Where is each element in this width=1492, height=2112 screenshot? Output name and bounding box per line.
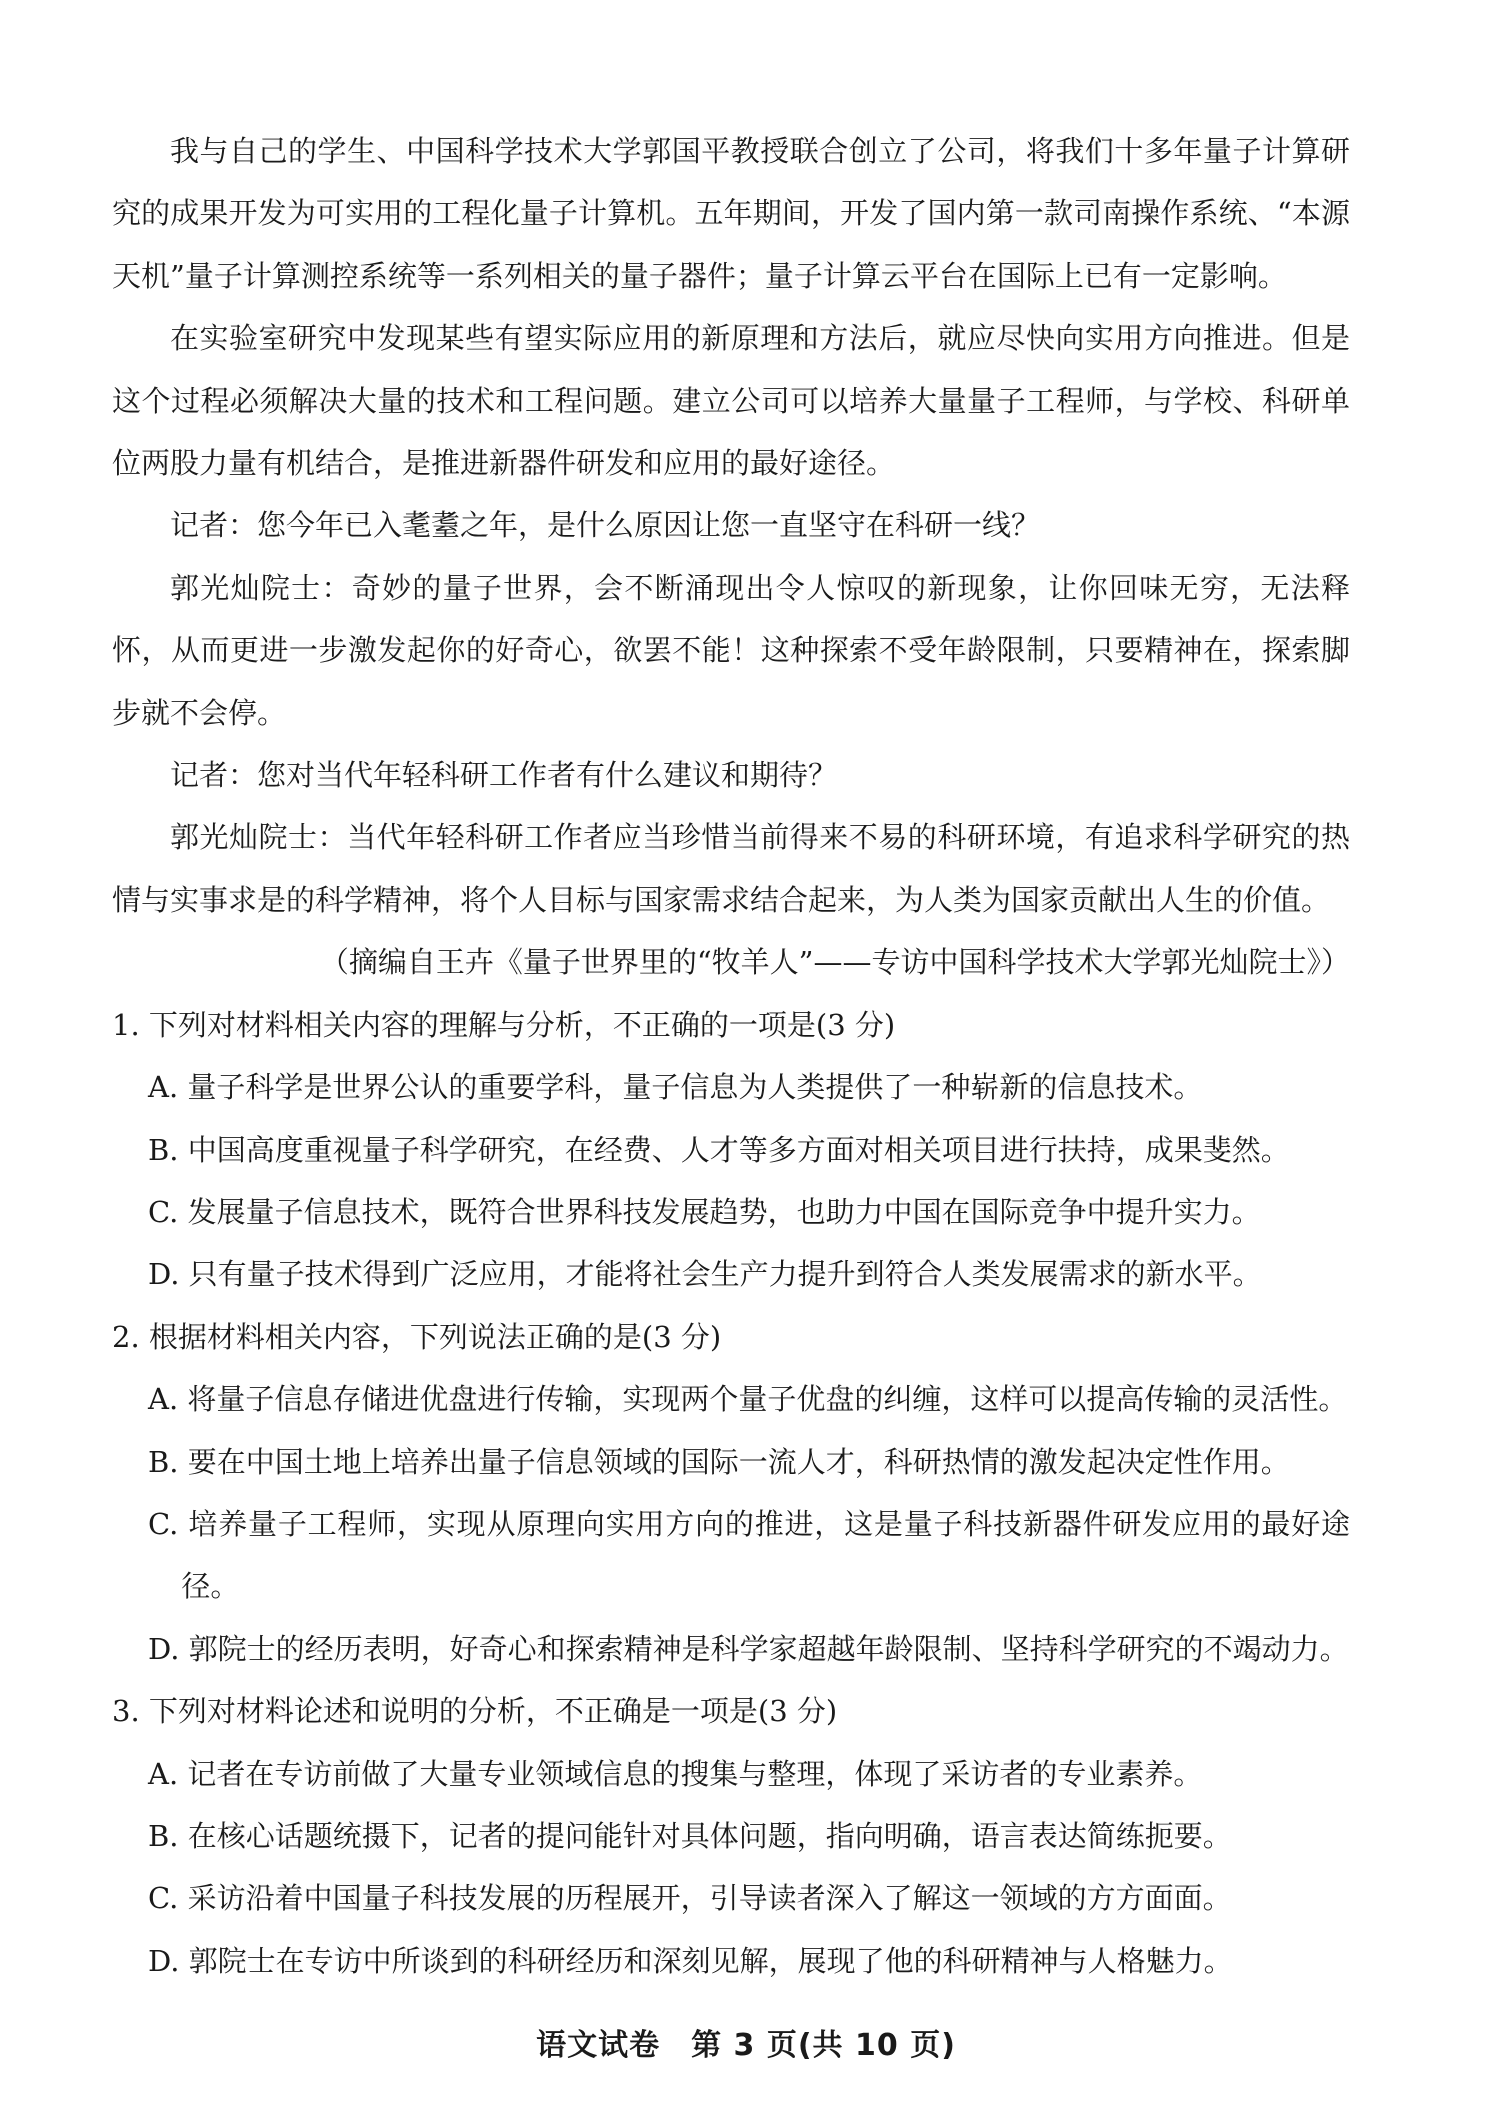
paragraph-answer-1: 郭光灿院士：奇妙的量子世界，会不断涌现出令人惊叹的新现象，让你回味无穷，无法释怀，从而更进一步激发起你的好奇心，欲罢不能！这种探索不受年龄限制，只要精神在，探索脚步就不会停。 <box>112 570 1350 730</box>
question-2-stem: 2. 根据材料相关内容，下列说法正确的是(3 分) <box>112 1319 722 1354</box>
paragraph-reporter-question-2: 记者：您对当代年轻科研工作者有什么建议和期待？ <box>170 758 838 793</box>
option-d: D. 郭院士在专访中所谈到的科研经历和深刻见解，展现了他的科研精神与人格魅力。 <box>148 1943 1233 1978</box>
option-c: C. 采访沿着中国量子科技发展的历程展开，引导读者深入了解这一领域的方方面面。 <box>148 1881 1232 1916</box>
option-a: A. 将量子信息存储进优盘进行传输，实现两个量子优盘的纠缠，这样可以提高传输的灵活性。 <box>148 1382 1348 1417</box>
page-footer: 语文试卷 第 3 页(共 10 页) <box>536 2028 956 2063</box>
exam-page <box>112 120 1350 1992</box>
option-c: C. 发展量子信息技术，既符合世界科技发展趋势，也助力中国在国际竞争中提升实力。 <box>148 1194 1261 1229</box>
paragraph-practical: 在实验室研究中发现某些有望实际应用的新原理和方法后，就应尽快向实用方向推进。但是这个过程必须解决大量的技术和工程问题。建立公司可以培养大量量子工程师，与学校、科研单位两股力量有机结合，是推进新器件研发和应用的最好途径。 <box>112 321 1350 481</box>
option-b: B. 在核心话题统摄下，记者的提问能针对具体问题，指向明确，语言表达简练扼要。 <box>148 1818 1232 1853</box>
question-3-options <box>112 1743 1350 1993</box>
option-b: B. 中国高度重视量子科学研究，在经费、人才等多方面对相关项目进行扶持，成果斐然。 <box>148 1132 1290 1167</box>
paragraph-reporter-question-1: 记者：您今年已入耄耋之年，是什么原因让您一直坚守在科研一线？ <box>170 508 1041 543</box>
question-1 <box>112 994 1350 1306</box>
question-3 <box>112 1680 1350 1992</box>
paragraph-answer-2: 郭光灿院士：当代年轻科研工作者应当珍惜当前得来不易的科研环境，有追求科学研究的热情与实事求是的科学精神，将个人目标与国家需求结合起来，为人类为国家贡献出人生的价值。 <box>112 820 1350 917</box>
option-d: D. 只有量子技术得到广泛应用，才能将社会生产力提升到符合人类发展需求的新水平。 <box>148 1257 1262 1292</box>
question-2-options <box>112 1368 1350 1680</box>
paragraph-company: 我与自己的学生、中国科学技术大学郭国平教授联合创立了公司，将我们十多年量子计算研究的成果开发为可实用的工程化量子计算机。五年期间，开发了国内第一款司南操作系统、“本源天机”量子计算测控系统等一系列相关的量子器件；量子计算云平台在国际上已有一定影响。 <box>112 134 1350 293</box>
option-c: C. 培养量子工程师，实现从原理向实用方向的推进，这是量子科技新器件研发应用的最好途径。 <box>148 1506 1350 1604</box>
option-a: A. 记者在专访前做了大量专业领域信息的搜集与整理，体现了采访者的专业素养。 <box>148 1756 1203 1791</box>
option-a: A. 量子科学是世界公认的重要学科，量子信息为人类提供了一种崭新的信息技术。 <box>148 1070 1203 1105</box>
option-d: D. 郭院士的经历表明，好奇心和探索精神是科学家超越年龄限制、坚持科学研究的不竭动力。 <box>148 1631 1349 1666</box>
question-3-stem: 3. 下列对材料论述和说明的分析，不正确是一项是(3 分) <box>112 1694 838 1729</box>
source-citation: （摘编自王卉《量子世界里的“牧羊人”——专访中国科学技术大学郭光灿院士》） <box>319 945 1350 980</box>
question-1-options <box>112 1056 1350 1306</box>
option-b: B. 要在中国土地上培养出量子信息领域的国际一流人才，科研热情的激发起决定性作用。 <box>148 1444 1290 1479</box>
question-2 <box>112 1306 1350 1680</box>
question-1-stem: 1. 下列对材料相关内容的理解与分析，不正确的一项是(3 分) <box>112 1007 896 1042</box>
